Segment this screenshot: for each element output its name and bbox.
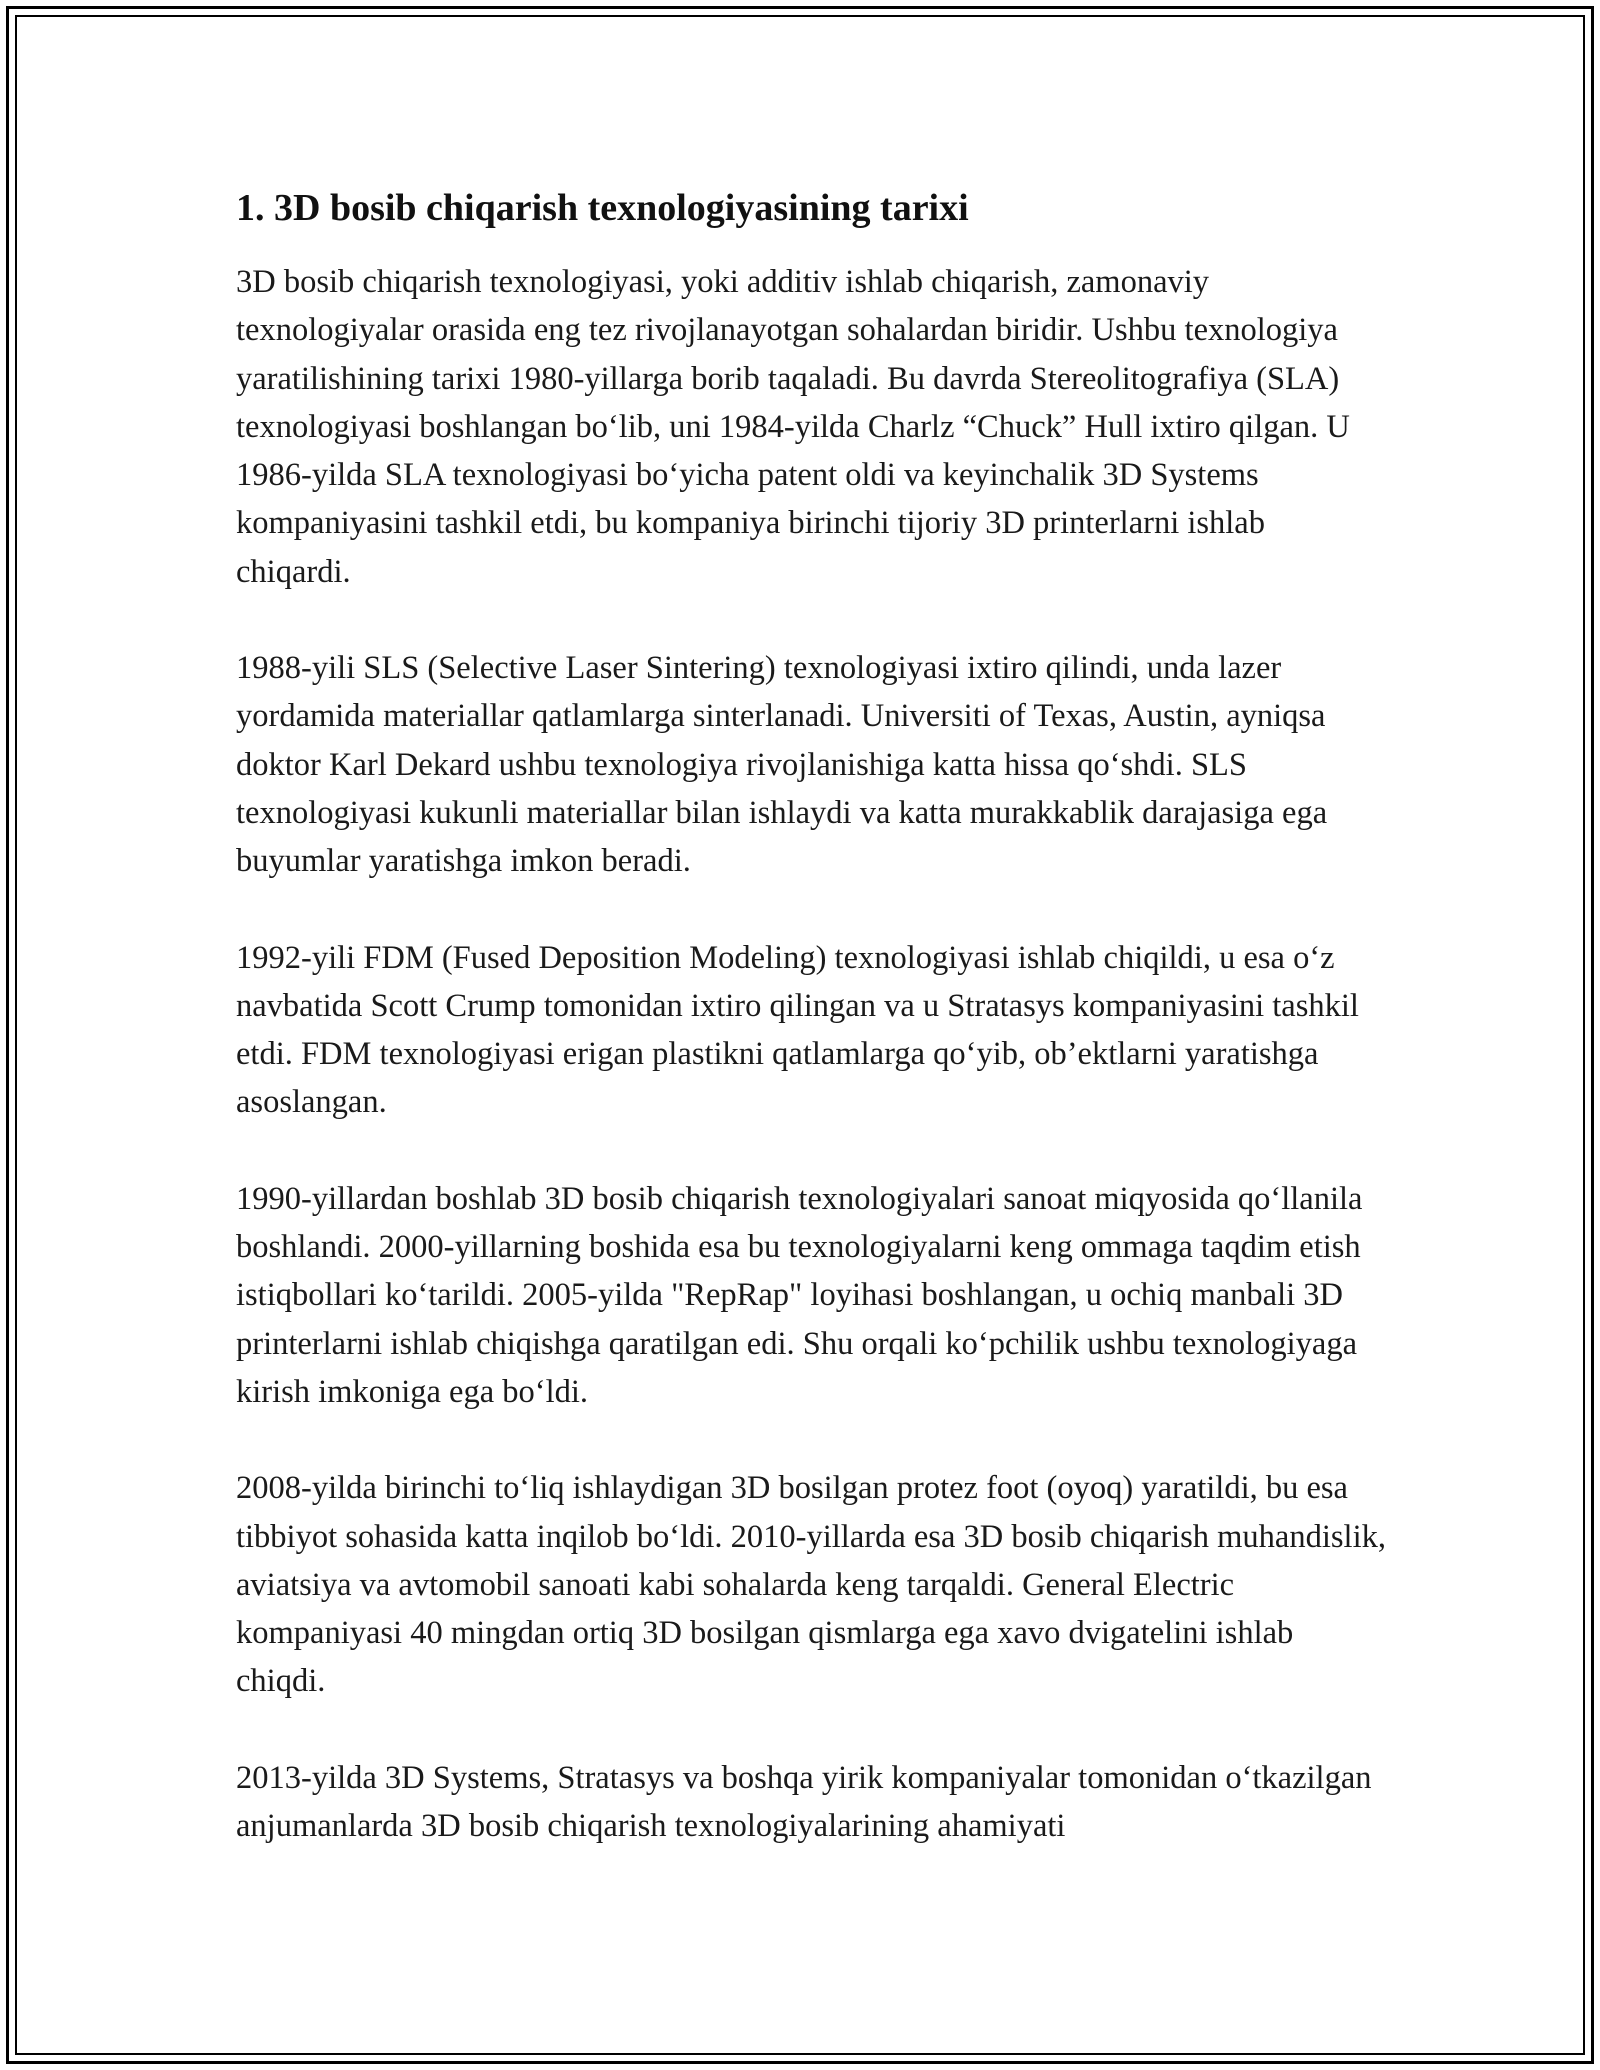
document-body (236, 184, 1386, 1850)
paragraph-sla-history: 3D bosib chiqarish texnologiyasi, yoki additiv ishlab chiqarish, zamonaviy texnologiyalar orasida eng tez rivojlanayotgan sohalardan biridir. Ushbu texnologiya yaratilishining tarixi 1980-yillarga borib taqaladi. Bu davrda Stereolitografiya (SLA) texnologiyasi boshlangan bo‘lib, uni 1984-yilda Charlz “Chuck” Hull ixtiro qilgan. U 1986-yilda SLA texnologiyasi bo‘yicha patent oldi va keyinchalik 3D Systems kompaniyasini tashkil etdi, bu kompaniya birinchi tijoriy 3D printerlarni ishlab chiqardi. (236, 264, 1350, 590)
paragraph-fdm-history: 1992-yili FDM (Fused Deposition Modeling) texnologiyasi ishlab chiqildi, u esa o‘z navbatida Scott Crump tomonidan ixtiro qilingan va u Stratasys kompaniyasini tashkil etdi. FDM texnologiyasi erigan plastikni qatlamlarga qo‘yib, ob’ektlarni yaratishga asoslangan. (236, 939, 1359, 1121)
paragraph-2013-conferences: 2013-yilda 3D Systems, Stratasys va boshqa yirik kompaniyalar tomonidan o‘tkazilgan anjumanlarda 3D bosib chiqarish texnologiyalarining ahamiyati (236, 1759, 1372, 1845)
paragraph-medical-aviation: 2008-yilda birinchi to‘liq ishlaydigan 3D bosilgan protez foot (oyoq) yaratildi, bu esa tibbiyot sohasida katta inqilob bo‘ldi. 2010-yillarda esa 3D bosib chiqarish muhandislik, aviatsiya va avtomobil sanoati kabi sohalarda keng tarqaldi. General Electric kompaniyasi 40 mingdan ortiq 3D bosilgan qismlarga ega xavo dvigatelini ishlab chiqdi. (236, 1470, 1386, 1700)
section-heading: 1. 3D bosib chiqarish texnologiyasining tarixi (236, 187, 969, 229)
paragraph-industrial-adoption: 1990-yillardan boshlab 3D bosib chiqarish texnologiyalari sanoat miqyosida qo‘llanila boshlandi. 2000-yillarning boshida esa bu texnologiyalarni keng ommaga taqdim etish istiqbollari ko‘tarildi. 2005-yilda "RepRap" loyihasi boshlangan, u ochiq manbali 3D printerlarni ishlab chiqishga qaratilgan edi. Shu orqali ko‘pchilik ushbu texnologiyaga kirish imkoniga ega bo‘ldi. (236, 1180, 1363, 1410)
paragraph-sls-history: 1988-yili SLS (Selective Laser Sintering) texnologiyasi ixtiro qilindi, unda lazer yordamida materiallar qatlamlarga sinterlanadi. Universiti of Texas, Austin, ayniqsa doktor Karl Dekard ushbu texnologiya rivojlanishiga katta hissa qo‘shdi. SLS texnologiyasi kukunli materiallar bilan ishlaydi va katta murakkablik darajasiga ega buyumlar yaratishga imkon beradi. (236, 650, 1328, 880)
